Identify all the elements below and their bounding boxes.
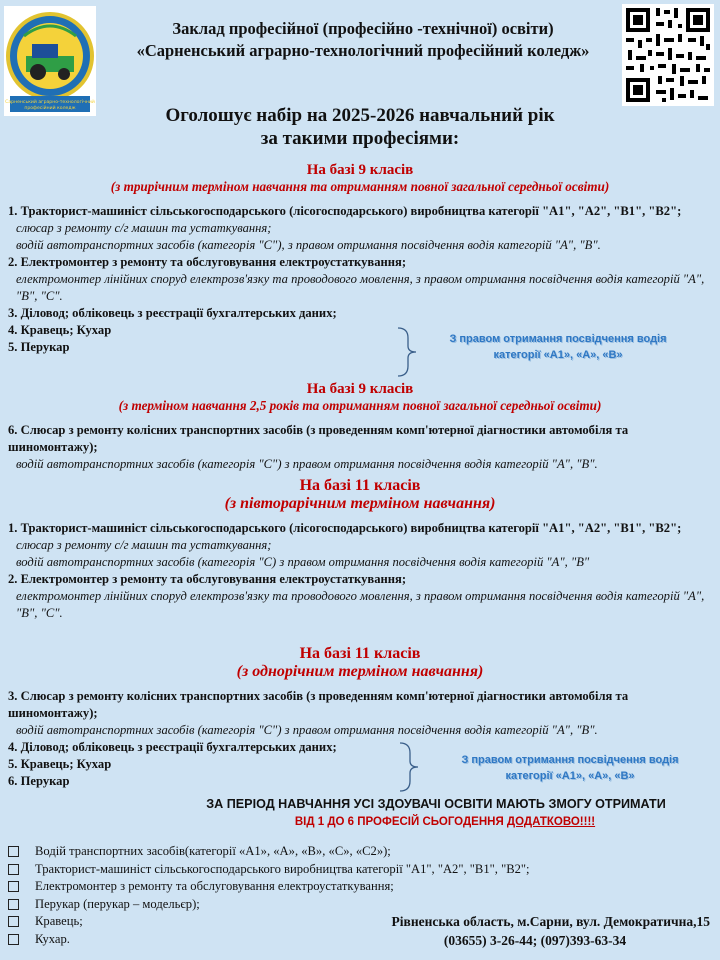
header-line-1: Заклад професійної (професійно -технічної) освіти) — [172, 19, 554, 38]
section-title: На базі 11 класів — [299, 477, 421, 494]
promo-line-1: ЗА ПЕРІОД НАВЧАННЯ УСІ ЗДОУВАЧІ ОСВІТИ МАЮТЬ ЗМОГУ ОТРИМАТИ — [206, 797, 666, 811]
profession-line: 6. Перукар — [8, 774, 70, 788]
section-subtitle: (з терміном навчання 2,5 років та отриманням повної загальної середньої освіти) — [118, 398, 602, 413]
headline — [0, 104, 720, 150]
promo-emphasis: ДОДАТКОВО!!!! — [506, 816, 596, 828]
address-line: Рівненська область, м.Сарни, вул. Демократична,15 — [391, 914, 710, 929]
section-4-heading — [0, 645, 720, 681]
note-line-2: категорії «А1», «А», «В» — [505, 770, 635, 782]
headline-line-2: за такими професіями: — [260, 128, 460, 149]
profession-subline: водій автотранспортних засобів (категорія "С"), з правом отримання посвідчення водія категорій "А", "В". — [16, 238, 601, 252]
phone-line: (03655) 3-26-44; (097)393-63-34 — [443, 933, 627, 948]
qr-code[interactable] — [622, 4, 714, 106]
profession-subline: електромонтер лінійних споруд електрозв'язку та проводового мовлення, з правом отримання посвідчення водія категорій "А", "В", "С". — [16, 589, 705, 620]
checkbox-icon — [8, 846, 19, 857]
college-logo — [4, 6, 96, 116]
section-title: На базі 9 класів — [306, 381, 414, 397]
section-subtitle: (з однорічним терміном навчання) — [236, 663, 484, 680]
college-header — [104, 18, 622, 62]
profession-subline: водій автотранспортних засобів (категорія "С) з правом отримання посвідчення водія категорій "А", "В" — [16, 555, 590, 569]
section-3-body — [8, 520, 714, 622]
promo-text: ВІД 1 ДО 6 ПРОФЕСІЙ СЬОГОДЕННЯ — [294, 816, 504, 828]
note-line-1: З правом отримання посвідчення водія — [461, 754, 679, 766]
section-1-heading — [0, 162, 720, 195]
note-line-2: категорії «А1», «А», «В» — [493, 349, 623, 361]
list-item: Кухар. — [8, 931, 438, 949]
profession-line: 2. Електромонтер з ремонту та обслуговування електроустаткування; — [8, 255, 407, 269]
profession-subline: слюсар з ремонту с/г машин та устаткування; — [16, 538, 272, 552]
section-subtitle: (з півторарічним терміном навчання) — [224, 495, 496, 512]
list-item: Водій транспортних засобів(категорії «А1», «А», «В», «С», «С2»); — [8, 843, 438, 861]
profession-line: 3. Слюсар з ремонту колісних транспортних засобів (з проведенням комп'ютерної діагностики автомобіля та шиномонтажу); — [8, 689, 629, 720]
list-item: Тракторист-машиніст сільськогосподарського виробництва категорії "А1", "А2", "В1", "В2"; — [8, 861, 438, 879]
checkbox-icon — [8, 934, 19, 945]
section-title: На базі 11 класів — [299, 645, 421, 662]
checkbox-icon — [8, 916, 19, 927]
checkbox-icon — [8, 864, 19, 875]
profession-line: 6. Слюсар з ремонту колісних транспортних засобів (з проведенням комп'ютерної діагностики автомобіля та шиномонтажу); — [8, 423, 629, 454]
list-item: Електромонтер з ремонту та обслуговування електроустаткування; — [8, 878, 438, 896]
license-note-1 — [418, 331, 698, 363]
section-3-heading — [0, 477, 720, 513]
checkbox-icon — [8, 899, 19, 910]
svg-text:професійний коледж: професійний коледж — [24, 106, 76, 111]
profession-subline: електромонтер лінійних споруд електрозв'язку та проводового мовлення, з правом отримання посвідчення водія категорій "А", "В", "С". — [16, 272, 705, 303]
list-item: Кравець; — [8, 913, 438, 931]
headline-line-1: Оголошує набір на 2025-2026 навчальний рік — [165, 105, 555, 126]
section-subtitle: (з трирічним терміном навчання та отриманням повної загальної середньої освіти) — [110, 179, 610, 194]
section-2-heading — [0, 381, 720, 414]
profession-line: 5. Перукар — [8, 340, 70, 354]
profession-line: 4. Діловод; обліковець з реєстрації бухгалтерських даних; — [8, 740, 337, 754]
list-item: Перукар (перукар – модельєр); — [8, 896, 438, 914]
header-line-2: «Сарненський аграрно-технологічний професійний коледж» — [136, 41, 590, 60]
profession-line: 4. Кравець; Кухар — [8, 323, 112, 337]
profession-line: 3. Діловод; обліковець з реєстрації бухгалтерських даних; — [8, 306, 337, 320]
promo-line-2 — [0, 816, 720, 828]
section-title: На базі 9 класів — [306, 162, 414, 178]
profession-subline: слюсар з ремонту с/г машин та устаткування; — [16, 221, 272, 235]
note-line-1: З правом отримання посвідчення водія — [449, 333, 667, 345]
checkbox-icon — [8, 881, 19, 892]
brace-icon — [398, 741, 422, 793]
profession-subline: водій автотранспортних засобів (категорія "С") з правом отримання посвідчення водія категорій "А", "В". — [16, 723, 598, 737]
profession-line: 5. Кравець; Кухар — [8, 757, 112, 771]
profession-subline: водій автотранспортних засобів (категорія "С") з правом отримання посвідчення водія категорій "А", "В". — [16, 457, 598, 471]
contact-info — [320, 912, 710, 950]
logo-caption: Сарненський аграрно-технологічний — [5, 100, 95, 105]
profession-line: 1. Тракторист-машиніст сільськогосподарського (лісогосподарського) виробництва категорії "А1", "А2", "В1", "В2"; — [8, 521, 682, 535]
profession-line: 2. Електромонтер з ремонту та обслуговування електроустаткування; — [8, 572, 407, 586]
license-note-2 — [430, 752, 710, 784]
section-2-body — [8, 422, 714, 473]
profession-line: 1. Тракторист-машиніст сільськогосподарського (лісогосподарського) виробництва категорії "А1", "А2", "В1", "В2"; — [8, 204, 682, 218]
brace-icon — [396, 326, 420, 378]
